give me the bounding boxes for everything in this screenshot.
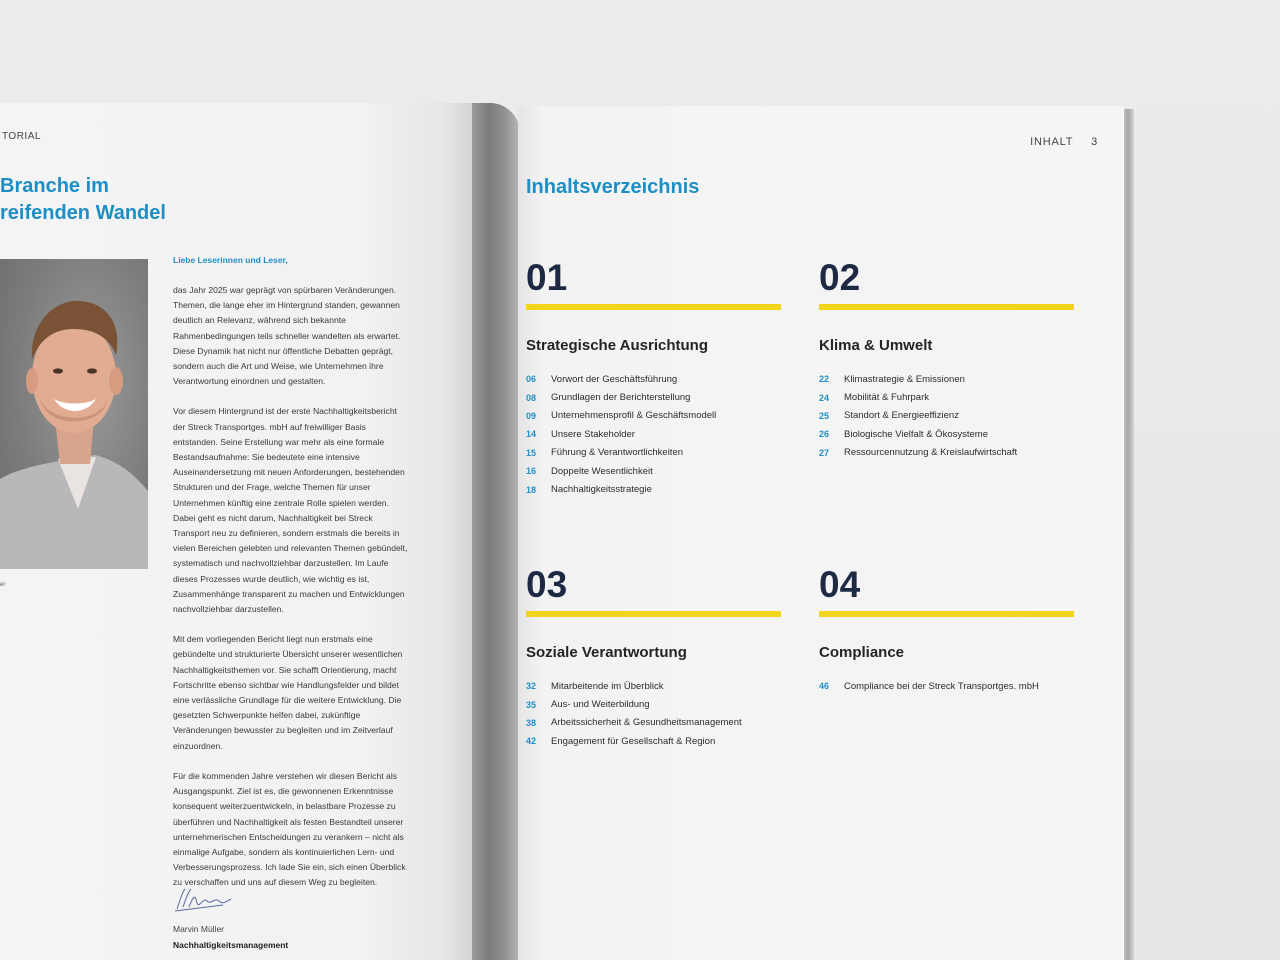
photo-caption: er	[0, 582, 6, 588]
section-title: Soziale Verantwortung	[526, 644, 687, 661]
section-number: 01	[526, 257, 568, 298]
toc-label: Arbeitssicherheit & Gesundheitsmanagement	[551, 717, 742, 729]
toc-entry[interactable]	[526, 695, 782, 713]
right-page-header	[1030, 136, 1098, 148]
toc-page-number: 27	[819, 447, 830, 458]
toc-entry[interactable]	[526, 677, 782, 695]
page-number: 3	[1091, 136, 1098, 148]
toc-label: Mobilität & Fuhrpark	[844, 392, 930, 404]
toc-page-number: 16	[526, 466, 537, 477]
toc-entry[interactable]	[819, 370, 1075, 388]
toc-page-number: 35	[526, 699, 537, 710]
toc-list	[819, 677, 1075, 695]
toc-label: Ressourcennutzung & Kreislaufwirtschaft	[844, 447, 1018, 459]
toc-title: Inhaltsverzeichnis	[526, 176, 700, 198]
section-number: 03	[526, 564, 568, 605]
toc-label: Mitarbeitende im Überblick	[551, 680, 664, 692]
toc-page-number: 08	[526, 392, 537, 403]
toc-page-number: 24	[819, 392, 830, 403]
section-title: Strategische Ausrichtung	[526, 337, 708, 354]
toc-section	[819, 565, 1075, 695]
toc-section	[819, 258, 1075, 462]
section-title: Compliance	[819, 644, 905, 661]
toc-label: Vorwort der Geschäftsführung	[551, 373, 678, 385]
section-divider	[819, 304, 1074, 310]
toc-entry[interactable]	[526, 388, 782, 406]
toc-entry[interactable]	[819, 407, 1075, 425]
title-line: reifenden Wandel	[0, 202, 166, 224]
toc-list	[819, 370, 1075, 462]
toc-label: Biologische Vielfalt & Ökosysteme	[844, 428, 988, 440]
toc-label: Aus- und Weiterbildung	[551, 699, 650, 711]
section-divider	[526, 304, 781, 310]
toc-list	[526, 370, 782, 499]
section-divider	[526, 611, 781, 617]
toc-label: Engagement für Gesellschaft & Region	[551, 735, 716, 747]
toc-list	[526, 677, 782, 751]
body-paragraph: Vor diesem Hintergrund ist der erste Nachhaltigkeitsbericht der Streck Transportges. mbH auf freiwilliger Basis entstanden. Seine Erstellung war mehr als eine formale Bestandsaufnahme: Sie bedeutete eine intensive Auseinandersetzung mit neuen Anforderungen, bestehenden Strukturen und der Frage, welche Themen für unser Unternehmen künftig eine zentrale Rolle spielen werden. Dabei geht es nicht darum, Nachhaltigkeit bei Streck Transport neu zu definieren, sondern erstmals die bereits in vielen Bereichen gelebten und relevanten Themen gebündelt, systematisch und nachvollziehbar darzustellen. Im Laufe dieses Prozesses wurde deutlich, wie wichtig es ist, Zusammenhänge transparent zu machen und Entwicklungen nachvollziehbar darzustellen.	[173, 406, 408, 615]
left-page	[0, 103, 482, 960]
toc-label: Unternehmensprofil & Geschäftsmodell	[551, 410, 717, 422]
page-gutter-shadow	[472, 103, 520, 960]
portrait-photo	[0, 259, 148, 569]
body-paragraph: Für die kommenden Jahre verstehen wir diesen Bericht als Ausgangspunkt. Ziel ist es, die gewonnenen Erkenntnisse konsequent weiterzuentwickeln, in belastbare Prozesse zu überführen und Nachhaltigkeit als festen Bestandteil unserer unternehmerischen Entscheidungen zu verankern – nicht als einmalige Aufgabe, sondern als kontinuierlichen Lern- und Verbesserungsprozess. Ich lade Sie ein, sich einen Überblick zu verschaffen und uns auf diesem Weg zu begleiten.	[173, 770, 406, 888]
toc-page-number: 18	[526, 484, 537, 495]
toc-label: Führung & Verantwortlichkeiten	[551, 447, 684, 459]
left-page-header: TORIAL	[2, 131, 41, 142]
toc-entry[interactable]	[526, 407, 782, 425]
toc-page-number: 26	[819, 429, 830, 440]
section-number: 02	[819, 257, 861, 298]
toc-entry[interactable]	[526, 425, 782, 443]
section-number: 04	[819, 564, 861, 605]
toc-entry[interactable]	[819, 388, 1075, 406]
toc-label: Doppelte Wesentlichkeit	[551, 465, 653, 477]
toc-page-number: 32	[526, 681, 537, 692]
toc-entry[interactable]	[526, 714, 782, 732]
signature-role: Nachhaltigkeitsmanagement	[173, 940, 289, 950]
toc-label: Grundlagen der Berichterstellung	[551, 392, 691, 404]
right-page	[518, 106, 1124, 960]
toc-page-number: 38	[526, 717, 537, 728]
toc-entry[interactable]	[526, 462, 782, 480]
signature-name: Marvin Müller	[173, 924, 225, 934]
toc-page-number: 09	[526, 410, 537, 421]
toc-entry[interactable]	[819, 444, 1075, 462]
toc-page-number: 42	[526, 736, 537, 747]
toc-label: Nachhaltigkeitsstrategie	[551, 484, 652, 496]
editorial-body	[173, 255, 409, 906]
header-section-label: INHALT	[1030, 136, 1074, 148]
toc-page-number: 06	[526, 374, 537, 385]
toc-page-number: 25	[819, 410, 830, 421]
toc-page-number: 22	[819, 374, 830, 385]
toc-page-number: 15	[526, 447, 537, 458]
toc-label: Unsere Stakeholder	[551, 428, 635, 440]
toc-entry[interactable]	[819, 425, 1075, 443]
toc-page-number: 14	[526, 429, 537, 440]
toc-section	[526, 565, 782, 751]
toc-label: Klimastrategie & Emissionen	[844, 373, 965, 385]
title-line: Branche im	[0, 175, 109, 197]
greeting: Liebe Leserinnen und Leser,	[173, 255, 288, 265]
toc-entry[interactable]	[526, 370, 782, 388]
toc-page-number: 46	[819, 681, 830, 692]
left-page-title	[0, 173, 240, 227]
toc-label: Compliance bei der Streck Transportges. mbH	[844, 680, 1039, 692]
toc-section	[526, 258, 782, 499]
toc-entry[interactable]	[526, 480, 782, 498]
toc-entry[interactable]	[526, 444, 782, 462]
body-paragraph: Mit dem vorliegenden Bericht liegt nun erstmals eine gebündelte und strukturierte Übersicht unserer wesentlichen Nachhaltigkeitsthemen vor. Sie schafft Orientierung, macht Fortschritte ebenso sichtbar wie Handlungsfelder und bildet eine verlässliche Grundlage für die weitere Entwicklung. Die gesetzten Schwerpunkte helfen dabei, zukünftige Veränderungen bewusster zu begleiten und im Zeitverlauf einzuordnen.	[173, 634, 403, 751]
toc-entry[interactable]	[819, 677, 1075, 695]
handwritten-signature	[173, 883, 233, 917]
body-paragraph: das Jahr 2025 war geprägt von spürbaren Veränderungen. Themen, die lange eher im Hintergrund standen, gewannen deutlich an Relevanz, während sich bekannte Rahmenbedingungen teils schneller wandelten als erwartet. Diese Dynamik hat nicht nur öffentliche Debatten geprägt, sondern auch die Art und Weise, wie Unternehmen ihre Verantwortung einordnen und gestalten.	[173, 285, 401, 387]
section-divider	[819, 611, 1074, 617]
toc-label: Standort & Energieeffizienz	[844, 410, 959, 422]
section-title: Klima & Umwelt	[819, 337, 933, 354]
toc-entry[interactable]	[526, 732, 782, 750]
